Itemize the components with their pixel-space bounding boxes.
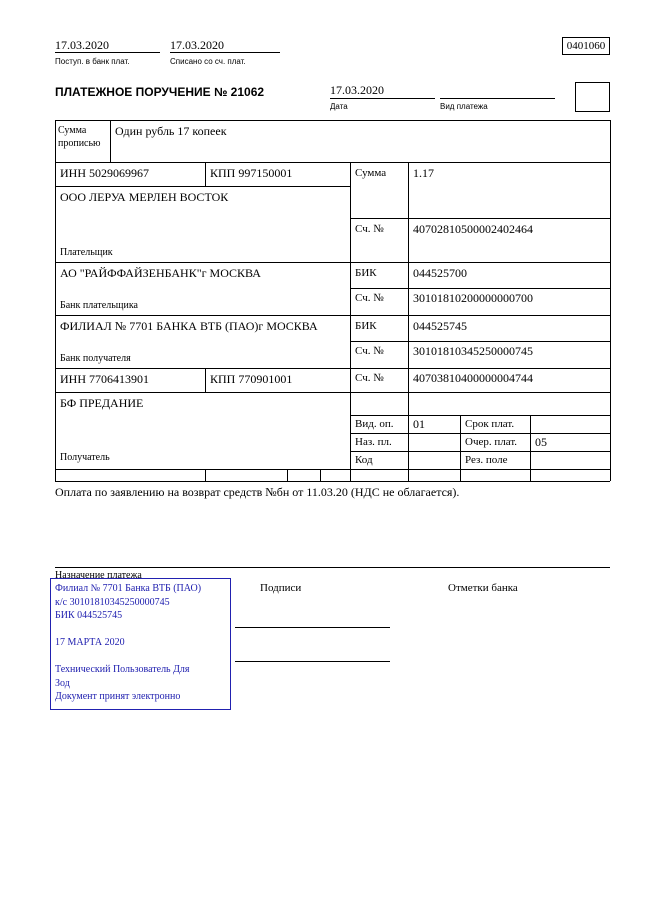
payer-bank-section-label: Банк плательщика: [60, 300, 138, 311]
term-label: Срок плат.: [465, 418, 515, 430]
form-code-box: 0401060: [562, 37, 610, 55]
table-border: [55, 186, 350, 187]
table-border: [408, 162, 409, 481]
amount-words-label: Сумма прописью: [58, 125, 101, 149]
payer-inn: ИНН 5029069967: [60, 166, 149, 180]
table-border: [55, 120, 56, 481]
sum-value: 1.17: [413, 166, 434, 180]
table-border: [55, 481, 610, 482]
payee-bank-name: ФИЛИАЛ № 7701 БАНКА ВТБ (ПАО)г МОСКВА: [60, 319, 318, 333]
table-border: [350, 162, 351, 481]
reserve-label: Рез. поле: [465, 454, 508, 466]
table-border: [55, 469, 610, 470]
date-label: Дата: [330, 102, 348, 111]
table-border: [55, 315, 610, 316]
purpose-label: Назначение платежа: [55, 570, 142, 581]
payee-account-label: Сч. №: [355, 372, 384, 384]
op-type-label: Вид. оп.: [355, 418, 394, 430]
table-border: [55, 120, 610, 121]
code-label: Код: [355, 454, 373, 466]
stamp-line: [55, 623, 226, 637]
signatures-label: Подписи: [260, 582, 302, 594]
payee-kpp: КПП 770901001: [210, 372, 293, 386]
table-border: [55, 262, 610, 263]
table-border: [205, 368, 206, 392]
naz-label: Наз. пл.: [355, 436, 392, 448]
stamp-line: Документ принят электронно: [55, 691, 181, 702]
payee-inn: ИНН 7706413901: [60, 372, 149, 386]
payer-bank-account-value: 30101810200000000700: [413, 291, 533, 305]
payer-section-label: Плательщик: [60, 247, 113, 258]
stamp-line: БИК 044525745: [55, 610, 123, 621]
sum-label: Сумма: [355, 167, 387, 179]
amount-words-value: Один рубль 17 копеек: [115, 124, 227, 138]
payer-bank-name: АО "РАЙФФАЙЗЕНБАНК"г МОСКВА: [60, 266, 261, 280]
table-border: [55, 162, 610, 163]
table-border: [350, 433, 610, 434]
status-box: [575, 82, 610, 112]
stamp-line: 17 МАРТА 2020: [55, 637, 125, 648]
table-border: [287, 469, 288, 481]
bank-stamp: [50, 578, 231, 710]
op-type-value: 01: [413, 417, 425, 431]
table-border: [205, 162, 206, 186]
purpose-underline: [55, 567, 610, 568]
payer-account-label: Сч. №: [355, 223, 384, 235]
payer-bank-bik-value: 044525700: [413, 266, 467, 280]
table-border: [350, 288, 610, 289]
date-debited-label: Списано со сч. плат.: [170, 57, 246, 66]
payer-account-value: 40702810500002402464: [413, 222, 533, 236]
table-border: [205, 469, 206, 481]
table-border: [55, 392, 610, 393]
payee-section-label: Получатель: [60, 452, 110, 463]
payer-bank-bik-label: БИК: [355, 267, 377, 279]
document-date-value: 17.03.2020: [330, 83, 435, 99]
stamp-line: Зод: [55, 677, 70, 689]
table-border: [110, 120, 111, 162]
table-border: [350, 218, 610, 219]
payer-kpp: КПП 997150001: [210, 166, 293, 180]
payee-bank-section-label: Банк получателя: [60, 353, 131, 364]
date-received-value: 17.03.2020: [55, 38, 160, 53]
payee-name: БФ ПРЕДАНИЕ: [60, 396, 144, 410]
payer-bank-account-label: Сч. №: [355, 292, 384, 304]
payer-name: ООО ЛЕРУА МЕРЛЕН ВОСТОК: [60, 190, 229, 204]
table-border: [350, 415, 610, 416]
table-border: [460, 415, 461, 481]
stamp-line: Технический Пользователь Для: [55, 664, 190, 675]
payee-bank-account-label: Сч. №: [355, 345, 384, 357]
priority-label: Очер. плат.: [465, 436, 518, 448]
table-border: [610, 120, 611, 481]
payee-bank-bik-value: 044525745: [413, 319, 467, 333]
table-border: [55, 368, 610, 369]
stamp-line: к/с 30101810345250000745: [55, 596, 170, 608]
bank-marks-label: Отметки банка: [448, 582, 518, 594]
payee-bank-account-value: 30101810345250000745: [413, 344, 533, 358]
date-received-label: Поступ. в банк плат.: [55, 57, 130, 66]
stamp-line: [55, 650, 226, 664]
document-title: ПЛАТЕЖНОЕ ПОРУЧЕНИЕ № 21062: [55, 85, 265, 99]
priority-value: 05: [535, 435, 547, 449]
signature-line-1: [235, 627, 390, 628]
table-border: [320, 469, 321, 481]
signature-line-2: [235, 661, 390, 662]
table-border: [350, 341, 610, 342]
payee-bank-bik-label: БИК: [355, 320, 377, 332]
date-debited-value: 17.03.2020: [170, 38, 280, 53]
stamp-line: Филиал № 7701 Банка ВТБ (ПАО): [55, 583, 202, 594]
payee-account-value: 40703810400000004744: [413, 371, 533, 385]
purpose-text: Оплата по заявлению на возврат средств №бн от 11.03.20 (НДС не облагается).: [55, 485, 460, 499]
table-border: [530, 415, 531, 481]
payment-type-label: Вид платежа: [440, 102, 488, 111]
table-border: [350, 451, 610, 452]
payment-type-line: [440, 83, 555, 99]
